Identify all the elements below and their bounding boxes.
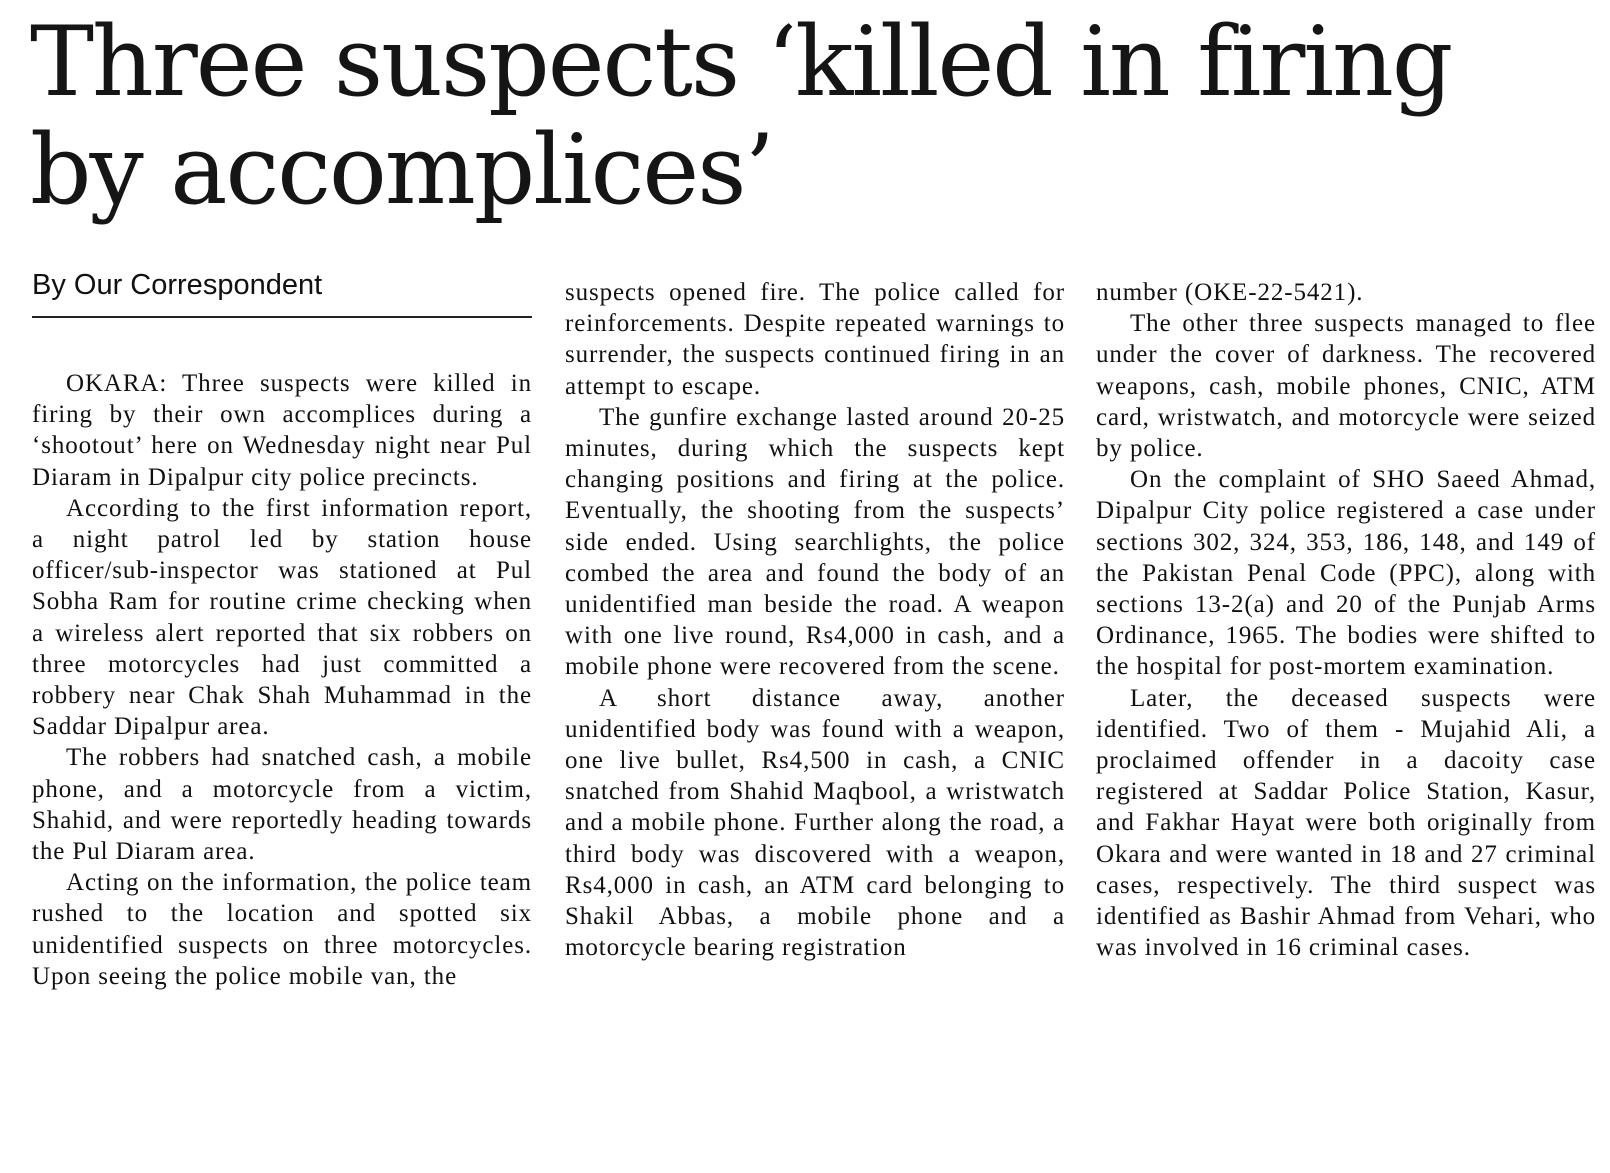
article-column-1 — [32, 368, 532, 992]
paragraph: Acting on the information, the police team rushed to the location and spotted six unidentified suspects on three motorcycles. Upon seeing the police mobile van, the — [32, 869, 532, 990]
paragraph: OKARA: Three suspects were killed in firing by their own accomplices during a ‘shootout’ here on Wednesday night near Pul Diaram in Dipalpur city police precincts. — [32, 370, 532, 491]
paragraph-continued: number (OKE-22-5421). — [1096, 279, 1364, 306]
paragraph: A short distance away, another unidentified body was found with a weapon, one live bullet, Rs4,500 in cash, a CNIC snatched from Shahid Maqbool, a wristwatch and a mobile phone. Further along the road, a third body was discovered with a weapon, Rs4,000 in cash, an ATM card belonging to Shakil Abbas, a mobile phone and a motorcycle bearing registration — [565, 684, 1065, 962]
article-column-3 — [1096, 277, 1596, 963]
byline: By Our Correspondent — [32, 269, 323, 301]
paragraph: The gunfire exchange lasted around 20-25 minutes, during which the suspects kept changing positions and firing at the police. Eventually, the shooting from the suspects’ side ended. Using searchlights, the police combed the area and found the body of an unidentified man beside the road. A weapon with one live round, Rs4,000 in cash, and a mobile phone were recovered from the scene. — [565, 403, 1065, 681]
paragraph: On the complaint of SHO Saeed Ahmad, Dipalpur City police registered a case under sections 302, 324, 353, 186, 148, and 149 of the Pakistan Penal Code (PPC), along with sections 13-2(a) and 20 of the Punjab Arms Ordinance, 1965. The bodies were shifted to the hospital for post-mortem examination. — [1096, 466, 1596, 681]
paragraph: Later, the deceased suspects were identified. Two of them - Mujahid Ali, a proclaimed offender in a dacoity case registered at Saddar Police Station, Kasur, and Fakhar Hayat were both originally from Okara and were wanted in 18 and 27 criminal cases, respectively. The third suspect was identified as Bashir Ahmad from Vehari, who was involved in 16 criminal cases. — [1096, 684, 1596, 962]
byline-divider — [32, 316, 532, 318]
paragraph: According to the first information report, a night patrol led by station house officer/sub-inspector was stationed at Pul Sobha Ram for routine crime checking when a wireless alert reported that six robbers on three motorcycles had just committed a robbery near Chak Shah Muhammad in the Saddar Dipalpur area. — [32, 494, 532, 741]
article-column-2 — [565, 277, 1065, 963]
headline: Three suspects ‘killed in firing by accomplices’ — [30, 6, 1452, 226]
paragraph: The robbers had snatched cash, a mobile phone, and a motorcycle from a victim, Shahid, and were reportedly heading towards the Pul Diaram area. — [32, 744, 532, 866]
paragraph: The other three suspects managed to flee under the cover of darkness. The recovered weapons, cash, mobile phones, CNIC, ATM card, wristwatch, and motorcycle were seized by police. — [1096, 310, 1596, 463]
paragraph-continued: suspects opened fire. The police called for reinforcements. Despite repeated warnings to surrender, the suspects continued firing in an attempt to escape. — [565, 279, 1065, 400]
